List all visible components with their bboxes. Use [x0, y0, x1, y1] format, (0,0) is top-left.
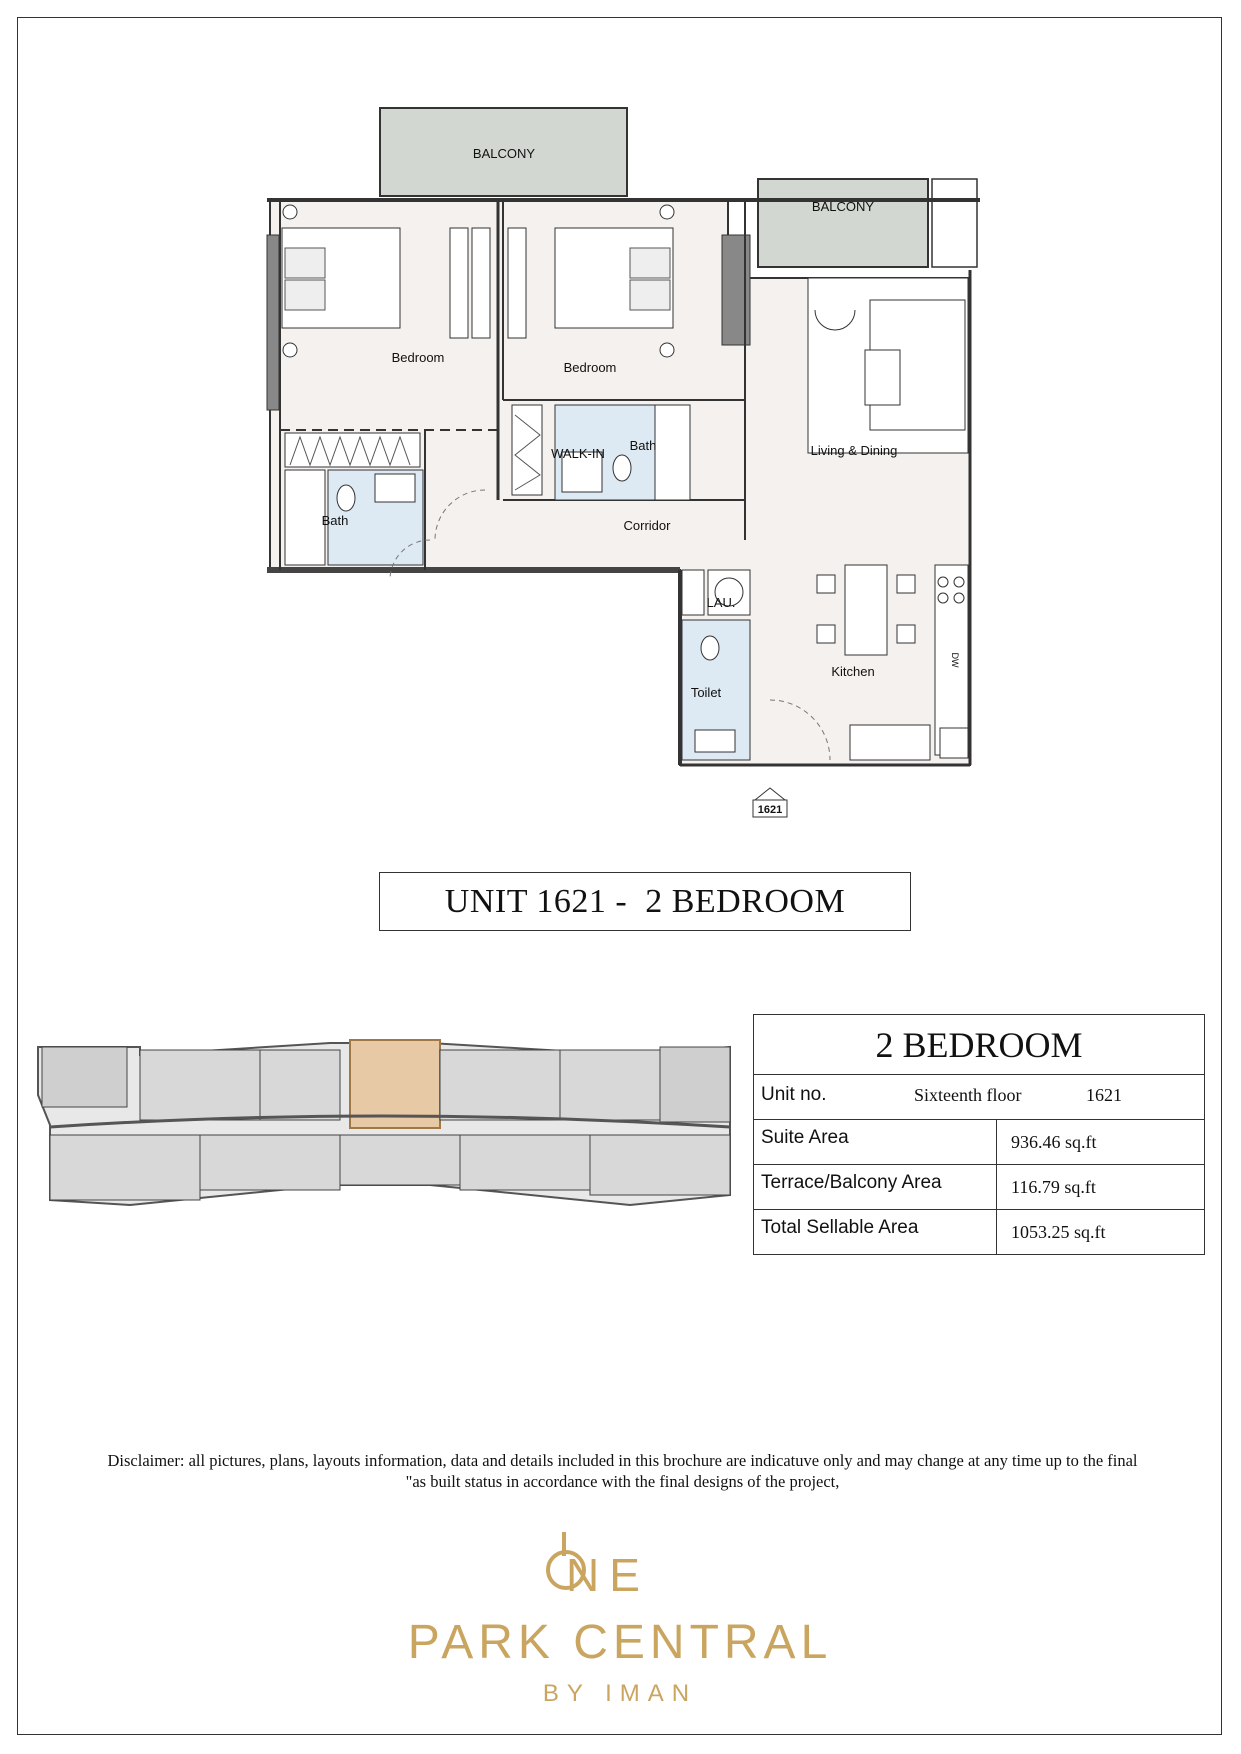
entry-tag: 1621 [757, 804, 783, 816]
logo-one-text: NE [566, 1549, 650, 1601]
floor-key-plan [30, 1035, 735, 1215]
label-toilet: Toilet [690, 685, 722, 700]
total-area-value: 1053.25 sq.ft [1011, 1222, 1106, 1242]
label-bedroom-2: Bedroom [563, 360, 617, 375]
balcony-2 [758, 179, 928, 267]
unit-number-row [754, 1075, 1204, 1120]
label-laundry: LAU. [706, 595, 736, 610]
key-plan-drawing [30, 1035, 735, 1215]
unit-number-value: 1621 [1086, 1085, 1122, 1105]
unit-floor-plan [250, 100, 990, 820]
area-table-heading: 2 BEDROOM [754, 1015, 1204, 1075]
label-bath-1: Bath [321, 513, 349, 528]
balcony-area-value: 116.79 sq.ft [1011, 1177, 1096, 1197]
balcony-area-label: Terrace/Balcony Area [754, 1165, 997, 1209]
label-living-dining: Living & Dining [810, 443, 898, 458]
label-walk-in: WALK-IN [551, 446, 605, 461]
table-row [754, 1120, 1204, 1165]
label-balcony-2: BALCONY [811, 199, 875, 214]
disclaimer-line-2: "as built status in accordance with the final designs of the project, [405, 1472, 840, 1491]
disclaimer-line-1: Disclaimer: all pictures, plans, layouts information, data and details included in this brochure are indicatuve only and may change at any time up to the final [107, 1451, 1138, 1470]
dining-table [845, 565, 887, 655]
suite-area-value: 936.46 sq.ft [1011, 1132, 1097, 1152]
table-row [754, 1210, 1204, 1254]
floor-value: Sixteenth floor [914, 1085, 1022, 1105]
unit-title: UNIT 1621 - 2 BEDROOM [379, 872, 911, 931]
label-corridor: Corridor [623, 518, 671, 533]
label-balcony-1: BALCONY [472, 146, 536, 161]
suite-area-label: Suite Area [754, 1120, 997, 1164]
label-dishwasher: DW [950, 652, 960, 668]
unit-no-label: Unit no. [761, 1084, 827, 1105]
logo-line-3: BY IMAN [542, 1680, 698, 1707]
area-table [753, 1014, 1205, 1255]
disclaimer [60, 1450, 1185, 1492]
label-bath-2: Bath [629, 438, 657, 453]
label-bedroom-1: Bedroom [391, 350, 445, 365]
logo-line-1 [370, 1548, 870, 1602]
brand-logo [370, 1530, 870, 1710]
floor-plan-drawing [250, 100, 990, 820]
total-area-label: Total Sellable Area [754, 1210, 997, 1254]
logo-line-2: PARK CENTRAL [407, 1616, 833, 1669]
label-kitchen: Kitchen [831, 664, 875, 679]
table-row [754, 1165, 1204, 1210]
